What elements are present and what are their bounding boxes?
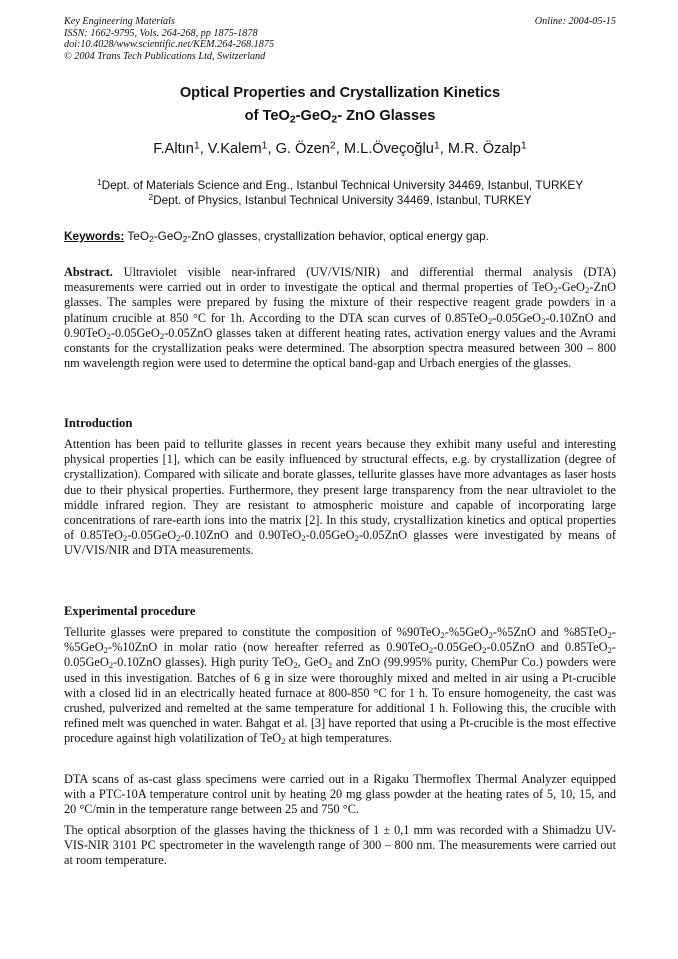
exp-text: -0.05GeO — [64, 640, 616, 670]
abstract-text: -0.05ZnO glasses taken at different heating rates, activation energy values and the Avrami constants for the crystallization peaks were determined. The absorption spectra measured between 300 – 800 nm wavelength region were used to determine the optical band-gap and Urbach energies of the glasses. — [64, 325, 616, 371]
exp-text: -0.05ZnO and 0.85TeO — [486, 640, 608, 655]
keywords-label: Keywords: — [64, 229, 125, 243]
separator: , — [439, 141, 448, 157]
paper-title — [64, 82, 616, 128]
abstract-text: -0.10ZnO and 0.90TeO — [64, 310, 616, 340]
separator: , — [335, 141, 344, 157]
exp-text: at high temperatures. — [285, 731, 393, 746]
journal-issn: ISSN: 1662-9795, Vols. 264-268, pp 1875-1878 — [64, 27, 258, 39]
affiliation-mark: 1 — [261, 139, 268, 152]
exp-text: Tellurite glasses were prepared to constitute the composition of %90TeO — [64, 625, 441, 639]
subscript: 2 — [149, 234, 154, 245]
keywords — [64, 229, 616, 244]
title-line-1: Optical Properties and Crystallization Kinetics — [179, 85, 501, 101]
subscript: 2 — [584, 285, 590, 296]
abstract-text: -GeO — [557, 280, 585, 295]
subscript: 2 — [440, 630, 445, 641]
introduction-heading: Introduction — [64, 416, 133, 430]
author-name: M.L.Öveçoğlu — [343, 141, 434, 157]
abstract-text: Ultraviolet visible near-infrared (UV/VIS/NIR) and differential thermal analysis (DTA) measurements were carried out in order to investigate the optical and thermal properties of TeO — [64, 265, 616, 295]
title-text: - ZnO Glasses — [337, 108, 436, 124]
subscript: 2 — [159, 331, 165, 342]
subscript: 2 — [301, 533, 306, 544]
author-name: V.Kalem — [207, 141, 262, 157]
separator: , — [267, 141, 276, 157]
exp-text: -%10ZnO in molar ratio (now hereafter referred as 0.90TeO — [108, 640, 429, 655]
separator: , — [199, 141, 208, 157]
journal-doi: doi:10.4028/www.scientific.net/KEM.264-268.1875 — [64, 39, 275, 51]
title-text: of TeO — [244, 108, 290, 124]
affiliation-2 — [64, 193, 616, 208]
intro-text: -0.05GeO — [127, 528, 177, 543]
author-name: F.Altın — [153, 141, 194, 157]
subscript: 2 — [327, 660, 333, 671]
subscript: 2 — [106, 331, 111, 342]
journal-copyright: © 2004 Trans Tech Publications Ltd, Switzerland — [64, 50, 266, 62]
affiliation-mark: 2 — [329, 139, 336, 152]
subscript: 2 — [293, 660, 298, 671]
exp-text: , GeO — [297, 655, 328, 670]
intro-text: Attention has been paid to tellurite glasses in recent years because they exhibit many useful and interesting physical properties [1], which can be easily influenced by structural effects, e.g. by crystallization (degree of crystallization). Compared with silicate and borate glasses, tellurite glasses have more advantages as laser hosts due to their physical properties. Furthermore, they present large transparency from the near ultraviolet to the middle infrared region. They are resistant to atmospheric moisture and capable of incorporating large concentrations of rare-earth ions into the matrix [2]. In this study, crystallization kinetics and optical properties of 0.85TeO — [64, 437, 616, 543]
online-date: Online: 2004-05-15 — [534, 16, 616, 27]
keywords-text: TeO — [124, 229, 150, 243]
abstract-label: Abstract. — [64, 265, 113, 279]
author-name: M.R. Özalp — [447, 141, 521, 157]
affiliation-1 — [64, 178, 616, 193]
author-list — [64, 140, 616, 158]
keywords-text: -GeO — [153, 229, 183, 243]
subscript: 2 — [103, 645, 109, 656]
exp-text: -%5GeO — [64, 625, 617, 655]
exp-text: and ZnO (99.995% purity, ChemPur Co.) powders were used in this investigation. Batches of 6 g in size were thoroughly mixed and melted in air using a Pt-crucible with a closed lid in an electrically heated furnace at 800-850 °C for 1 h. To ensure homogeneity, the cast was crushed, pulverized and remelted at the same temperature for additional 1 h. Following this, the crucible with refined melt was quenched in water. Bahgat et al. [3] have reported that using a Pt-crucible is the most effective procedure against high volatilization of TeO — [64, 655, 616, 746]
introduction-paragraph — [64, 437, 616, 559]
subscript: 2 — [176, 533, 181, 544]
title-line-2 — [64, 105, 616, 128]
subscript: 2 — [108, 660, 114, 671]
affiliation-mark: 1 — [193, 139, 200, 152]
subscript: 2 — [607, 630, 612, 641]
subscript: 2 — [182, 234, 188, 245]
affiliation-text: Dept. of Materials Science and Eng., Istanbul Technical University 34469, Istanbul, TURKEY — [101, 178, 584, 192]
subscript: 2 — [488, 630, 493, 641]
abstract-text: -0.05GeO — [110, 325, 160, 340]
affiliation-mark: 1 — [520, 139, 527, 152]
exp-text: -%5ZnO and %85TeO — [492, 625, 608, 639]
exp-text: -0.05GeO — [433, 640, 483, 655]
exp-text: -%5GeO — [444, 625, 489, 639]
dta-paragraph: DTA scans of as-cast glass specimens were carried out in a Rigaku Thermoflex Thermal Analyzer equipped with a PTC-10A temperature control unit by heating 20 mg glass powder at the heating rates of 5, 10, 15, and 20 °C/min in the temperature range between 25 and 750 °C. — [64, 772, 616, 817]
title-text: -GeO — [295, 108, 332, 124]
affiliation-number: 1 — [96, 177, 102, 188]
experimental-heading: Experimental procedure — [64, 604, 196, 618]
intro-text: -0.05ZnO glasses were investigated by means of UV/VIS/NIR and DTA measurements. — [64, 528, 616, 558]
subscript: 2 — [428, 645, 434, 656]
subscript: 2 — [122, 533, 128, 544]
subscript: 2 — [281, 736, 286, 747]
journal-name: Key Engineering Materials — [64, 16, 175, 27]
subscript: 2 — [541, 315, 546, 326]
exp-text: -0.10ZnO glasses). High purity TeO — [113, 655, 294, 670]
subscript: 2 — [482, 645, 487, 656]
affiliations — [64, 178, 616, 207]
abstract-text: -ZnO glasses. The samples were prepared by fusing the mixture of their respective reagent grade powders in a platinum crucible at 850 °C for 1h. According to the DTA scan curves of 0.85TeO — [64, 280, 616, 325]
subscript: 2 — [607, 645, 612, 656]
journal-header — [64, 16, 616, 62]
subscript: 2 — [331, 113, 338, 126]
subscript: 2 — [354, 533, 359, 544]
optical-paragraph: The optical absorption of the glasses having the thickness of 1 ± 0,1 mm was recorded with a Shimadzu UV-VIS-NIR 3101 PC spectrometer in the wavelength range of 300 – 800 nm. The measurements were carried out at room temperature. — [64, 823, 616, 868]
affiliation-number: 2 — [148, 191, 154, 202]
subscript: 2 — [553, 285, 558, 296]
experimental-paragraph — [64, 625, 616, 747]
subscript: 2 — [487, 315, 493, 326]
abstract — [64, 265, 616, 371]
intro-text: -0.10ZnO and 0.90TeO — [180, 528, 302, 543]
intro-text: -0.05GeO — [305, 528, 355, 543]
author-name: G. Özen — [275, 141, 330, 157]
subscript: 2 — [289, 113, 296, 126]
keywords-text: -ZnO glasses, crystallization behavior, optical energy gap. — [187, 229, 489, 243]
affiliation-text: Dept. of Physics, Istanbul Technical University 34469, Istanbul, TURKEY — [153, 192, 532, 207]
abstract-text: -0.05GeO — [492, 310, 542, 325]
affiliation-mark: 1 — [433, 139, 440, 152]
